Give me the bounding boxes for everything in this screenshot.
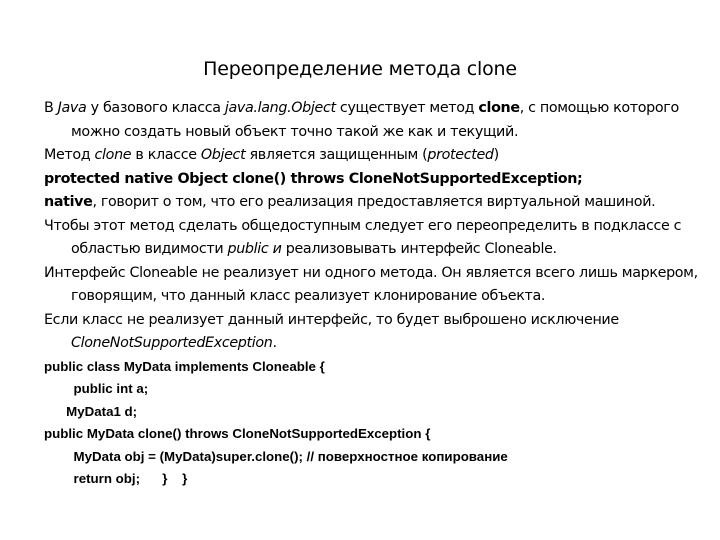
paragraph-native: native, говорит о том, что его реализация предоставляется виртуальной машиной.: [44, 194, 656, 210]
code-line: public class MyData implements Cloneable {: [44, 358, 325, 374]
paragraph-exception: Если класс не реализует данный интерфейс, то будет выброшено исключение CloneNotSupportedException.: [44, 311, 619, 351]
paragraph-protected: Метод clone в классе Object является защищенным (protected): [44, 147, 499, 163]
code-line: MyData1 d;: [44, 403, 138, 419]
paragraph-java-object: В Java у базового класса java.lang.Object существует метод clone, с помощью которого можно создать новый объект точно такой же как и текущий.: [44, 100, 679, 140]
code-line: public int a;: [44, 381, 149, 396]
slide-body: [44, 97, 704, 491]
code-line: return obj; } }: [44, 471, 188, 486]
clone-signature: protected native Object clone() throws CloneNotSupportedException;: [44, 170, 583, 187]
code-line: MyData obj = (MyData)super.clone(); // поверхностное копирование: [44, 448, 508, 464]
code-line: public MyData clone() throws CloneNotSupportedException {: [44, 426, 431, 441]
code-example: [44, 356, 704, 491]
paragraph-override: Чтобы этот метод сделать общедоступным следует его переопределить в подклассе с областью видимости public и реализовывать интерфейс Cloneable.: [44, 217, 682, 257]
slide-title: Переопределение метода clone: [203, 58, 517, 80]
paragraph-cloneable: Интерфейс Cloneable не реализует ни одного метода. Он является всего лишь маркером, говорящим, что данный класс реализует клонирование объекта.: [44, 264, 698, 304]
